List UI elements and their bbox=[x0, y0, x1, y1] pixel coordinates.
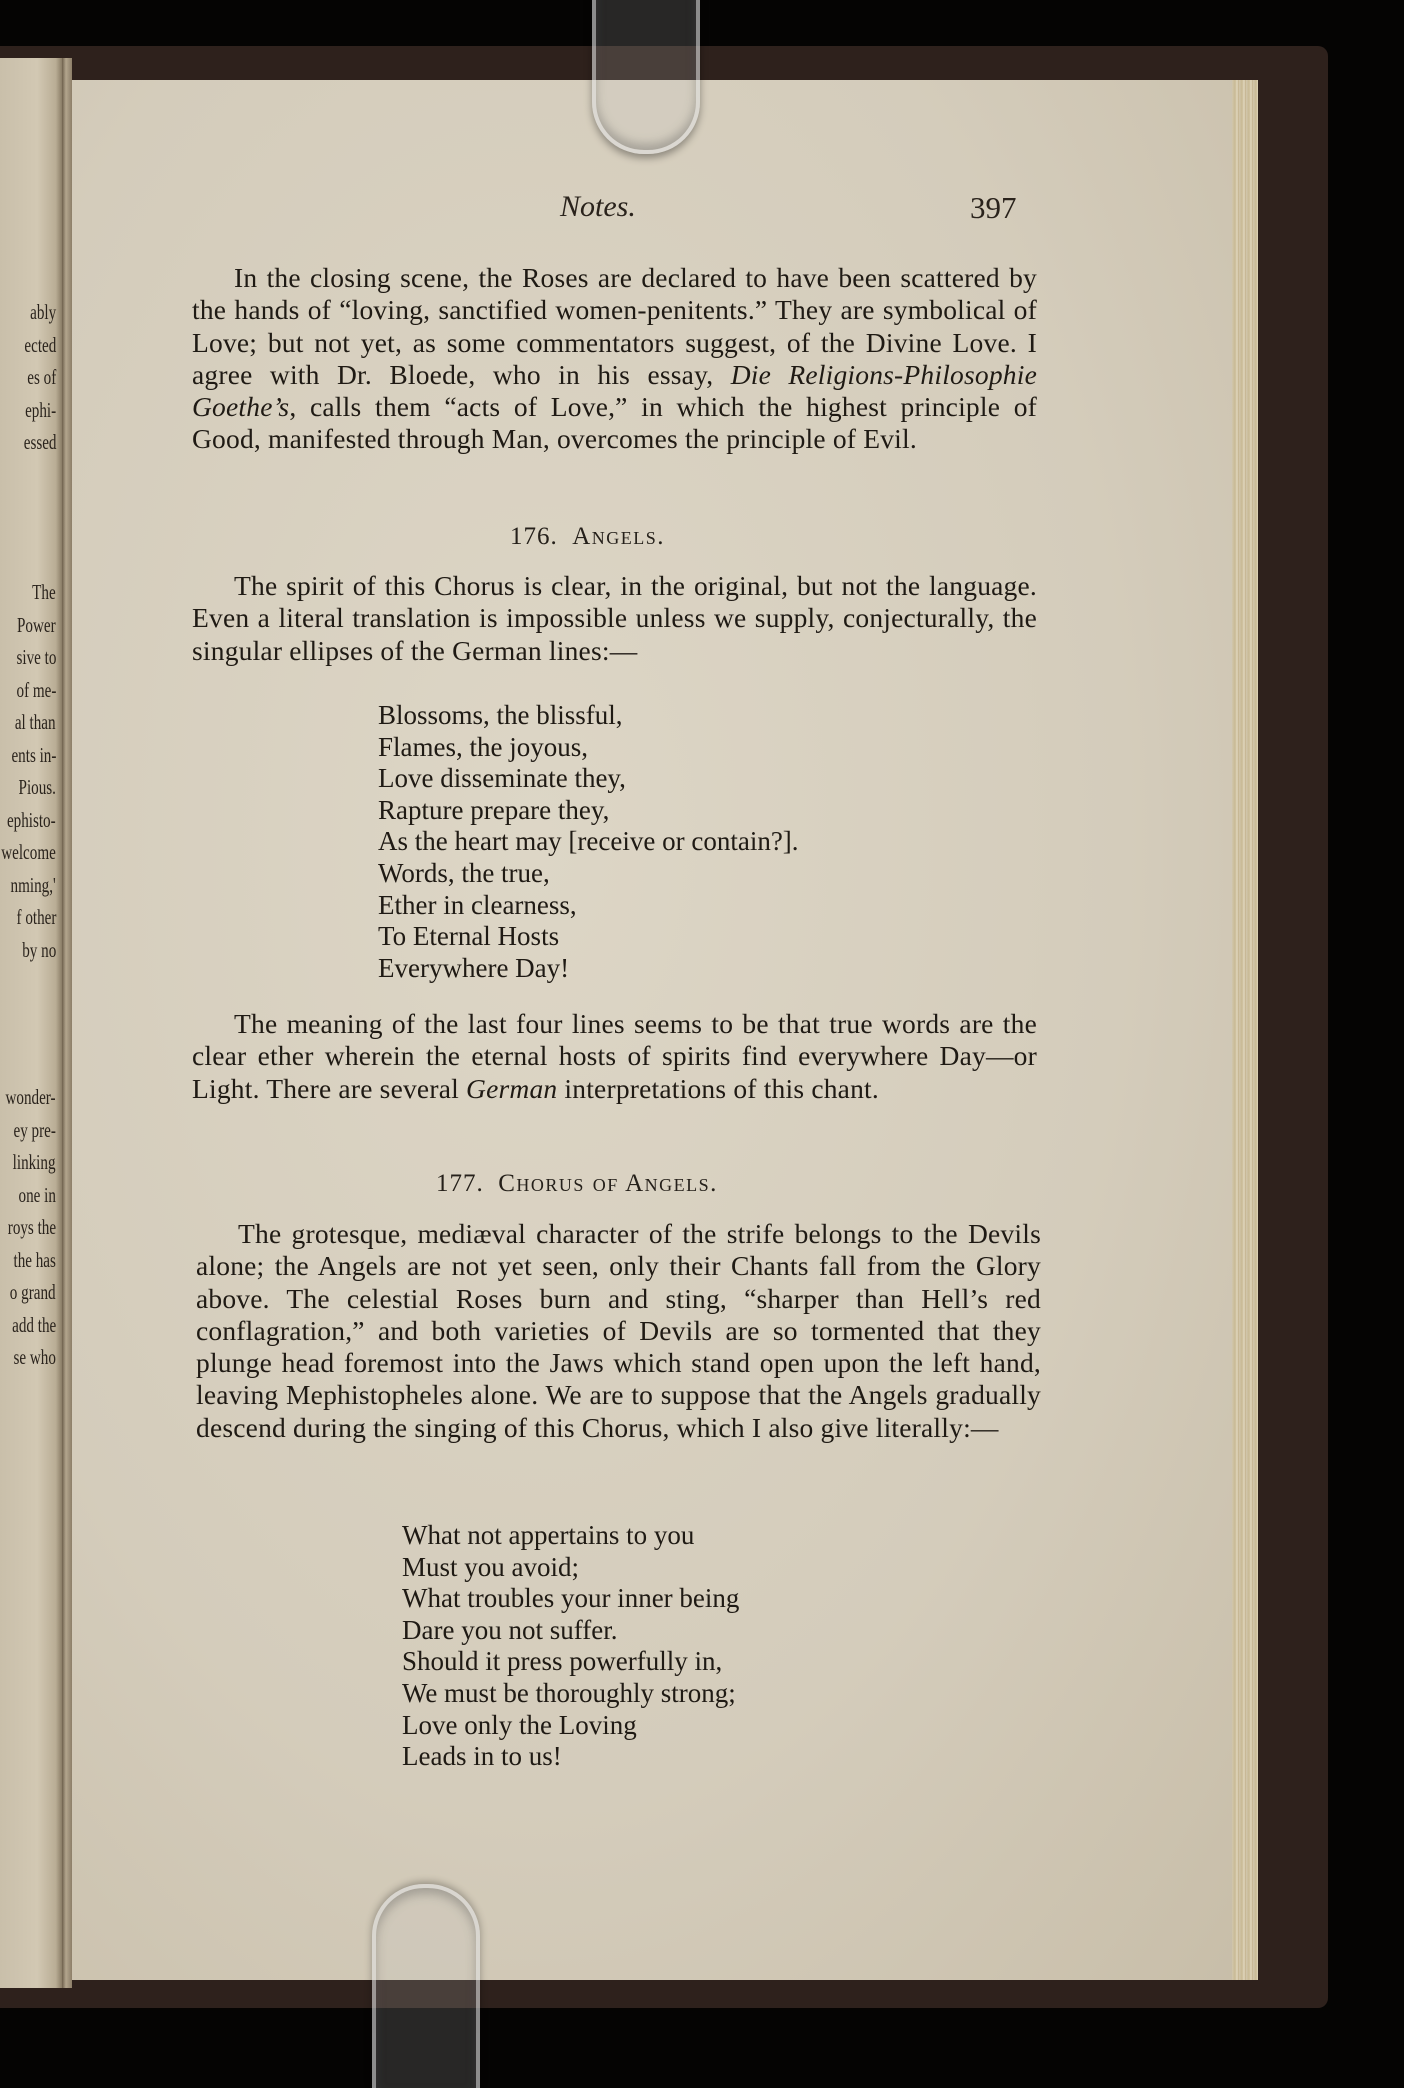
left-page-text-fragment: ephisto- bbox=[7, 807, 56, 832]
section-176-commentary bbox=[192, 1008, 1037, 1105]
left-page-text-fragment: al than bbox=[15, 710, 56, 734]
section-177-paragraph bbox=[196, 1218, 1041, 1444]
running-head: Notes. bbox=[560, 190, 636, 223]
left-page-text-fragment: es of bbox=[27, 365, 56, 389]
paragraph-text: The grotesque, mediæval character of the strife belongs to the Devils alone; the Angels are not yet seen, only their Chants fall from the Glory above. The celestial Roses burn and sting, “sharper than Hell’s red conflagration,” and both varieties of Devils are so tormented that they plunge head foremost into the Jaws which stand open upon the left hand, leaving Mephistopheles alone. We are to suppose that the Angels gradually descend during the singing of this Chorus, which I also give literally:— bbox=[196, 1218, 1041, 1443]
commentary-text-end: interpretations of this chant. bbox=[557, 1072, 879, 1104]
intro-text-end: , calls them “acts of Love,” in which the highest principle of Good, manifested through Man, overcomes the principle of Evil. bbox=[192, 391, 1037, 455]
left-page-text-fragment: roys the bbox=[7, 1215, 56, 1239]
verse-line: Words, the true, bbox=[378, 857, 550, 888]
section-number: 176. bbox=[510, 523, 558, 550]
left-page-text-fragment: o grand bbox=[10, 1280, 56, 1304]
left-page-text-fragment: Power bbox=[17, 612, 56, 637]
left-page-text-fragment: ents in- bbox=[11, 742, 56, 767]
left-page-text-fragment: Pious. bbox=[18, 775, 56, 799]
verse-line: Should it press powerfully in, bbox=[402, 1646, 723, 1677]
page-clip-bottom bbox=[372, 1884, 480, 2088]
page-edges bbox=[1232, 80, 1258, 1980]
verse-177 bbox=[402, 1520, 739, 1773]
page-clip-top bbox=[592, 0, 700, 154]
left-page-text-fragment: ey pre- bbox=[13, 1117, 56, 1142]
verse-line: What not appertains to you bbox=[402, 1520, 695, 1550]
page-number: 397 bbox=[970, 190, 1017, 225]
left-page-text-fragment: nming,' bbox=[10, 872, 56, 897]
verse-176 bbox=[378, 700, 799, 984]
left-page-text-fragment: The bbox=[32, 580, 56, 604]
verse-line: Flames, the joyous, bbox=[378, 731, 588, 762]
verse-line: Dare you not suffer. bbox=[402, 1614, 618, 1645]
left-page-text-fragment: add the bbox=[11, 1312, 56, 1337]
essay-title: Die Religions-Philosophie Goethe’s bbox=[192, 358, 1037, 423]
book-gutter bbox=[62, 58, 72, 1988]
verse-line: Blossoms, the blissful, bbox=[378, 700, 623, 730]
verse-line: We must be thoroughly strong; bbox=[402, 1677, 736, 1708]
left-page-text-fragment: ephi- bbox=[24, 397, 56, 422]
left-page-text-fragment: sive to bbox=[16, 645, 56, 669]
section-number: 177. bbox=[436, 1170, 484, 1197]
section-176-paragraph bbox=[192, 570, 1037, 667]
left-page-text-fragment: ected bbox=[24, 332, 56, 357]
verse-line: Must you avoid; bbox=[402, 1551, 580, 1582]
section-title: Chorus of Angels. bbox=[498, 1170, 718, 1197]
intro-paragraph bbox=[192, 262, 1037, 456]
left-page-text-fragment: f other bbox=[16, 905, 56, 929]
paragraph-text: The spirit of this Chorus is clear, in the original, but not the language. Even a literal translation is impossible unless we supply, conjecturally, the singular ellipses of the German lines:— bbox=[192, 570, 1037, 666]
left-page-text-fragment: linking bbox=[13, 1150, 56, 1174]
left-page-text-fragment: of me- bbox=[16, 677, 56, 702]
left-page-text-fragment: essed bbox=[23, 430, 56, 454]
section-title: Angels. bbox=[572, 523, 666, 550]
left-page-text-fragment: se who bbox=[13, 1345, 56, 1369]
italic-word: German bbox=[466, 1072, 558, 1104]
left-page-text-fragment: welcome bbox=[1, 840, 56, 864]
verse-line: Leads in to us! bbox=[402, 1741, 562, 1772]
verse-line: Rapture prepare they, bbox=[378, 794, 610, 825]
left-page-text-fragment: the has bbox=[13, 1247, 56, 1272]
section-heading-177 bbox=[436, 1170, 718, 1198]
verse-line: Everywhere Day! bbox=[378, 952, 570, 983]
left-page-text-fragment: ably bbox=[29, 300, 56, 324]
left-facing-page bbox=[0, 58, 62, 1988]
verse-line: Ether in clearness, bbox=[378, 889, 577, 920]
left-page-text-fragment: wonder- bbox=[5, 1085, 56, 1109]
commentary-text: The meaning of the last four lines seems to be that true words are the clear ether wherein the eternal hosts of spirits find everywhere Day—or Light. There are several bbox=[192, 1008, 1037, 1104]
verse-line: Love disseminate they, bbox=[378, 763, 626, 794]
left-page-text-fragment: one in bbox=[18, 1182, 56, 1207]
verse-line: What troubles your inner being bbox=[402, 1583, 740, 1614]
intro-text: In the closing scene, the Roses are declared to have been scattered by the hands of “loving, sanctified women-penitents.” They are symbolical of Love; but not yet, as some commentators suggest, of the Divine Love. I agree with Dr. Bloede, who in his essay, bbox=[192, 262, 1037, 390]
left-page-text-fragment: by no bbox=[21, 937, 56, 962]
verse-line: To Eternal Hosts bbox=[378, 921, 560, 952]
verse-line: Love only the Loving bbox=[402, 1709, 637, 1740]
section-heading-176 bbox=[510, 523, 665, 551]
verse-line: As the heart may [receive or contain?]. bbox=[378, 826, 799, 857]
